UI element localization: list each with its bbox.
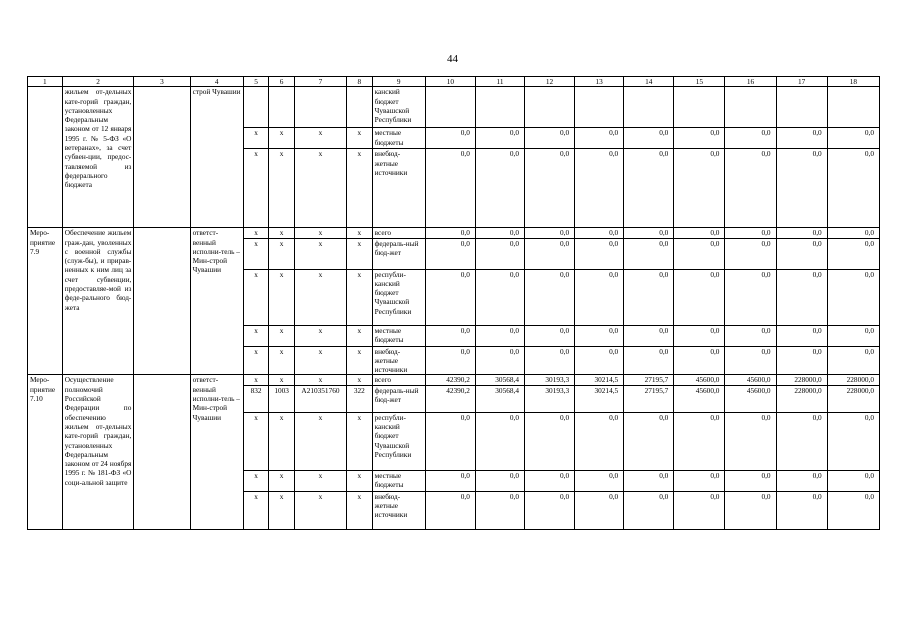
code-cell <box>269 87 295 128</box>
code-cell: x <box>294 238 346 269</box>
code-cell: 1003 <box>269 385 295 412</box>
value-cell: 0,0 <box>525 238 575 269</box>
column-number: 15 <box>674 77 725 87</box>
value-cell: 0,0 <box>725 238 776 269</box>
value-cell: 0,0 <box>575 470 624 491</box>
value-cell: 0,0 <box>725 470 776 491</box>
value-cell <box>827 87 879 128</box>
code-cell: x <box>243 346 269 375</box>
code-cell <box>347 87 373 128</box>
budget-table <box>27 76 880 530</box>
page-number: 44 <box>447 53 458 65</box>
value-cell: 0,0 <box>425 269 475 325</box>
value-cell: 0,0 <box>624 269 674 325</box>
funding-source: республи-канский бюджет Чувашской Республики <box>372 412 425 470</box>
value-cell: 0,0 <box>624 346 674 375</box>
value-cell: 0,0 <box>475 128 524 149</box>
value-cell: 0,0 <box>575 412 624 470</box>
executor-cell: ответст-венный исполни-тель – Мин-строй Чувашии <box>190 375 243 529</box>
value-cell: 0,0 <box>827 325 879 346</box>
value-cell: 0,0 <box>425 149 475 228</box>
value-cell: 30193,3 <box>525 385 575 412</box>
value-cell: 0,0 <box>624 128 674 149</box>
value-cell: 0,0 <box>776 238 827 269</box>
value-cell: 0,0 <box>725 149 776 228</box>
code-cell: x <box>294 325 346 346</box>
value-cell: 0,0 <box>776 412 827 470</box>
value-cell: 0,0 <box>425 346 475 375</box>
column-number: 17 <box>776 77 827 87</box>
value-cell: 0,0 <box>776 470 827 491</box>
value-cell: 228000,0 <box>776 385 827 412</box>
value-cell: 0,0 <box>525 470 575 491</box>
code-cell: x <box>269 412 295 470</box>
value-cell: 0,0 <box>475 470 524 491</box>
value-cell: 0,0 <box>827 269 879 325</box>
value-cell: 0,0 <box>776 228 827 238</box>
code-cell: x <box>294 269 346 325</box>
value-cell: 0,0 <box>525 128 575 149</box>
column-number: 11 <box>475 77 524 87</box>
value-cell: 0,0 <box>776 346 827 375</box>
value-cell: 0,0 <box>776 491 827 529</box>
code-cell: x <box>243 375 269 385</box>
code-cell: x <box>347 470 373 491</box>
value-cell: 0,0 <box>776 269 827 325</box>
value-cell: 0,0 <box>827 128 879 149</box>
value-cell: 0,0 <box>624 149 674 228</box>
value-cell <box>575 87 624 128</box>
code-cell: x <box>347 228 373 238</box>
code-cell: x <box>347 238 373 269</box>
value-cell: 0,0 <box>575 269 624 325</box>
value-cell: 30214,5 <box>575 385 624 412</box>
code-cell: 322 <box>347 385 373 412</box>
code-cell: x <box>294 375 346 385</box>
measure-name: жильем от-дельных кате-горий граждан, установленных Федеральным законом от 12 января 1995 г. № 5-ФЗ «О ветеранах», за счет субвен-ции, предос-тавляемой из федерального бюджета <box>62 87 134 228</box>
value-cell: 27195,7 <box>624 375 674 385</box>
funding-source: республи-канский бюджет Чувашской Республики <box>372 269 425 325</box>
code-cell: x <box>294 491 346 529</box>
value-cell: 0,0 <box>827 238 879 269</box>
value-cell: 0,0 <box>624 412 674 470</box>
code-cell: x <box>243 228 269 238</box>
funding-source: местные бюджеты <box>372 325 425 346</box>
value-cell <box>475 87 524 128</box>
code-cell: x <box>269 491 295 529</box>
value-cell: 0,0 <box>674 325 725 346</box>
funding-source: федераль-ный бюд-жет <box>372 238 425 269</box>
value-cell: 0,0 <box>624 491 674 529</box>
code-cell: x <box>269 128 295 149</box>
value-cell: 0,0 <box>575 128 624 149</box>
value-cell: 0,0 <box>475 325 524 346</box>
table-row <box>28 375 880 385</box>
code-cell: 832 <box>243 385 269 412</box>
funding-source: внебюд-жетные источники <box>372 149 425 228</box>
value-cell: 30193,3 <box>525 375 575 385</box>
value-cell: 45600,0 <box>725 385 776 412</box>
value-cell: 228000,0 <box>827 385 879 412</box>
value-cell: 0,0 <box>674 269 725 325</box>
funding-source: федераль-ный бюд-жет <box>372 385 425 412</box>
value-cell: 42390,2 <box>425 375 475 385</box>
column-number: 10 <box>425 77 475 87</box>
value-cell: 0,0 <box>674 491 725 529</box>
code-cell: x <box>294 128 346 149</box>
funding-source: канский бюджет Чувашской Республики <box>372 87 425 128</box>
value-cell: 30568,4 <box>475 375 524 385</box>
column-number: 1 <box>28 77 63 87</box>
value-cell: 0,0 <box>776 325 827 346</box>
column-number: 8 <box>347 77 373 87</box>
column-number: 9 <box>372 77 425 87</box>
code-cell: x <box>347 128 373 149</box>
value-cell: 0,0 <box>575 238 624 269</box>
header-row <box>28 77 880 87</box>
value-cell: 0,0 <box>624 470 674 491</box>
value-cell: 0,0 <box>725 412 776 470</box>
executor-cell: строй Чувашии <box>190 87 243 228</box>
value-cell: 0,0 <box>525 412 575 470</box>
value-cell: 0,0 <box>827 228 879 238</box>
value-cell: 0,0 <box>525 149 575 228</box>
value-cell: 0,0 <box>525 491 575 529</box>
value-cell: 228000,0 <box>827 375 879 385</box>
code-cell: x <box>269 269 295 325</box>
code-cell: x <box>294 149 346 228</box>
table-row <box>28 87 880 128</box>
value-cell: 0,0 <box>624 238 674 269</box>
value-cell: 0,0 <box>475 491 524 529</box>
value-cell: 0,0 <box>425 412 475 470</box>
value-cell: 0,0 <box>425 470 475 491</box>
code-cell: x <box>243 412 269 470</box>
value-cell: 0,0 <box>827 470 879 491</box>
value-cell: 0,0 <box>674 228 725 238</box>
code-cell: x <box>347 269 373 325</box>
value-cell: 0,0 <box>827 346 879 375</box>
value-cell <box>624 87 674 128</box>
value-cell: 0,0 <box>425 491 475 529</box>
column-number: 6 <box>269 77 295 87</box>
column-number: 2 <box>62 77 134 87</box>
value-cell: 0,0 <box>674 238 725 269</box>
value-cell: 0,0 <box>575 325 624 346</box>
executor-cell: ответст-венный исполни-тель – Мин-строй Чувашии <box>190 228 243 375</box>
value-cell: 0,0 <box>674 128 725 149</box>
code-cell: x <box>269 228 295 238</box>
funding-source: всего <box>372 375 425 385</box>
value-cell: 0,0 <box>827 491 879 529</box>
value-cell: 0,0 <box>475 149 524 228</box>
column-number: 12 <box>525 77 575 87</box>
value-cell: 42390,2 <box>425 385 475 412</box>
value-cell: 0,0 <box>725 269 776 325</box>
code-cell: x <box>269 470 295 491</box>
funding-source: всего <box>372 228 425 238</box>
column-number: 5 <box>243 77 269 87</box>
value-cell: 0,0 <box>475 228 524 238</box>
funding-source: внебюд-жетные источники <box>372 491 425 529</box>
code-cell: x <box>243 269 269 325</box>
column-number: 4 <box>190 77 243 87</box>
value-cell: 0,0 <box>674 412 725 470</box>
value-cell: 0,0 <box>674 346 725 375</box>
code-cell: x <box>347 149 373 228</box>
code-cell: x <box>347 412 373 470</box>
value-cell: 0,0 <box>725 325 776 346</box>
column-number: 13 <box>575 77 624 87</box>
code-cell: x <box>243 470 269 491</box>
code-cell: x <box>269 346 295 375</box>
value-cell: 0,0 <box>776 149 827 228</box>
value-cell: 0,0 <box>725 491 776 529</box>
code-cell: x <box>294 412 346 470</box>
value-cell: 0,0 <box>624 325 674 346</box>
code-cell: x <box>243 128 269 149</box>
column-number: 14 <box>624 77 674 87</box>
code-cell: x <box>269 149 295 228</box>
value-cell: 0,0 <box>525 346 575 375</box>
funding-source: местные бюджеты <box>372 128 425 149</box>
table-row <box>28 228 880 238</box>
code-cell: x <box>294 346 346 375</box>
value-cell: 0,0 <box>525 325 575 346</box>
value-cell: 45600,0 <box>674 375 725 385</box>
value-cell: 0,0 <box>425 128 475 149</box>
code-cell: x <box>269 375 295 385</box>
value-cell: 0,0 <box>575 149 624 228</box>
code-cell: A210351760 <box>294 385 346 412</box>
value-cell: 0,0 <box>575 346 624 375</box>
value-cell: 0,0 <box>475 238 524 269</box>
column-number: 16 <box>725 77 776 87</box>
value-cell: 0,0 <box>525 228 575 238</box>
code-cell: x <box>269 238 295 269</box>
code-cell: x <box>269 325 295 346</box>
value-cell: 45600,0 <box>725 375 776 385</box>
value-cell <box>674 87 725 128</box>
value-cell <box>525 87 575 128</box>
value-cell: 0,0 <box>425 238 475 269</box>
value-cell: 30568,4 <box>475 385 524 412</box>
code-cell <box>294 87 346 128</box>
column-number: 18 <box>827 77 879 87</box>
value-cell <box>776 87 827 128</box>
code-cell <box>243 87 269 128</box>
code-cell: x <box>347 325 373 346</box>
column-number: 3 <box>134 77 190 87</box>
value-cell: 0,0 <box>425 228 475 238</box>
code-cell: x <box>243 325 269 346</box>
code-cell: x <box>347 491 373 529</box>
value-cell: 0,0 <box>425 325 475 346</box>
col3-cell <box>134 228 190 375</box>
value-cell: 0,0 <box>827 149 879 228</box>
value-cell: 0,0 <box>525 269 575 325</box>
measure-code <box>28 87 63 228</box>
funding-source: местные бюджеты <box>372 470 425 491</box>
value-cell: 0,0 <box>475 412 524 470</box>
value-cell: 27195,7 <box>624 385 674 412</box>
value-cell: 0,0 <box>827 412 879 470</box>
value-cell: 0,0 <box>725 346 776 375</box>
column-number: 7 <box>294 77 346 87</box>
value-cell: 30214,5 <box>575 375 624 385</box>
code-cell: x <box>243 491 269 529</box>
measure-code: Меро-приятие 7.9 <box>28 228 63 375</box>
col3-cell <box>134 375 190 529</box>
value-cell <box>725 87 776 128</box>
value-cell: 228000,0 <box>776 375 827 385</box>
measure-code: Меро-приятие 7.10 <box>28 375 63 529</box>
col3-cell <box>134 87 190 228</box>
value-cell: 0,0 <box>725 228 776 238</box>
value-cell: 0,0 <box>674 149 725 228</box>
value-cell: 0,0 <box>776 128 827 149</box>
measure-name: Осуществление полномочий Российской Федерации по обеспечению жильем от-дельных кате-горий граждан, установленных Федеральным законом от 24 ноября 1995 г. № 181-ФЗ «О соци-альной защите <box>62 375 134 529</box>
value-cell: 0,0 <box>475 269 524 325</box>
value-cell: 0,0 <box>475 346 524 375</box>
value-cell: 0,0 <box>575 228 624 238</box>
value-cell: 0,0 <box>674 470 725 491</box>
value-cell: 0,0 <box>725 128 776 149</box>
value-cell: 0,0 <box>575 491 624 529</box>
code-cell: x <box>294 228 346 238</box>
funding-source: внебюд-жетные источники <box>372 346 425 375</box>
value-cell: 45600,0 <box>674 385 725 412</box>
code-cell: x <box>294 470 346 491</box>
code-cell: x <box>243 238 269 269</box>
code-cell: x <box>347 346 373 375</box>
value-cell <box>425 87 475 128</box>
value-cell: 0,0 <box>624 228 674 238</box>
code-cell: x <box>347 375 373 385</box>
measure-name: Обеспечение жильем граж-дан, уволенных с военной службы (служ-бы), и прирав-ненных к ним лиц за счет субвенции, предоставляе-мой из феде-рального бюд-жета <box>62 228 134 375</box>
code-cell: x <box>243 149 269 228</box>
